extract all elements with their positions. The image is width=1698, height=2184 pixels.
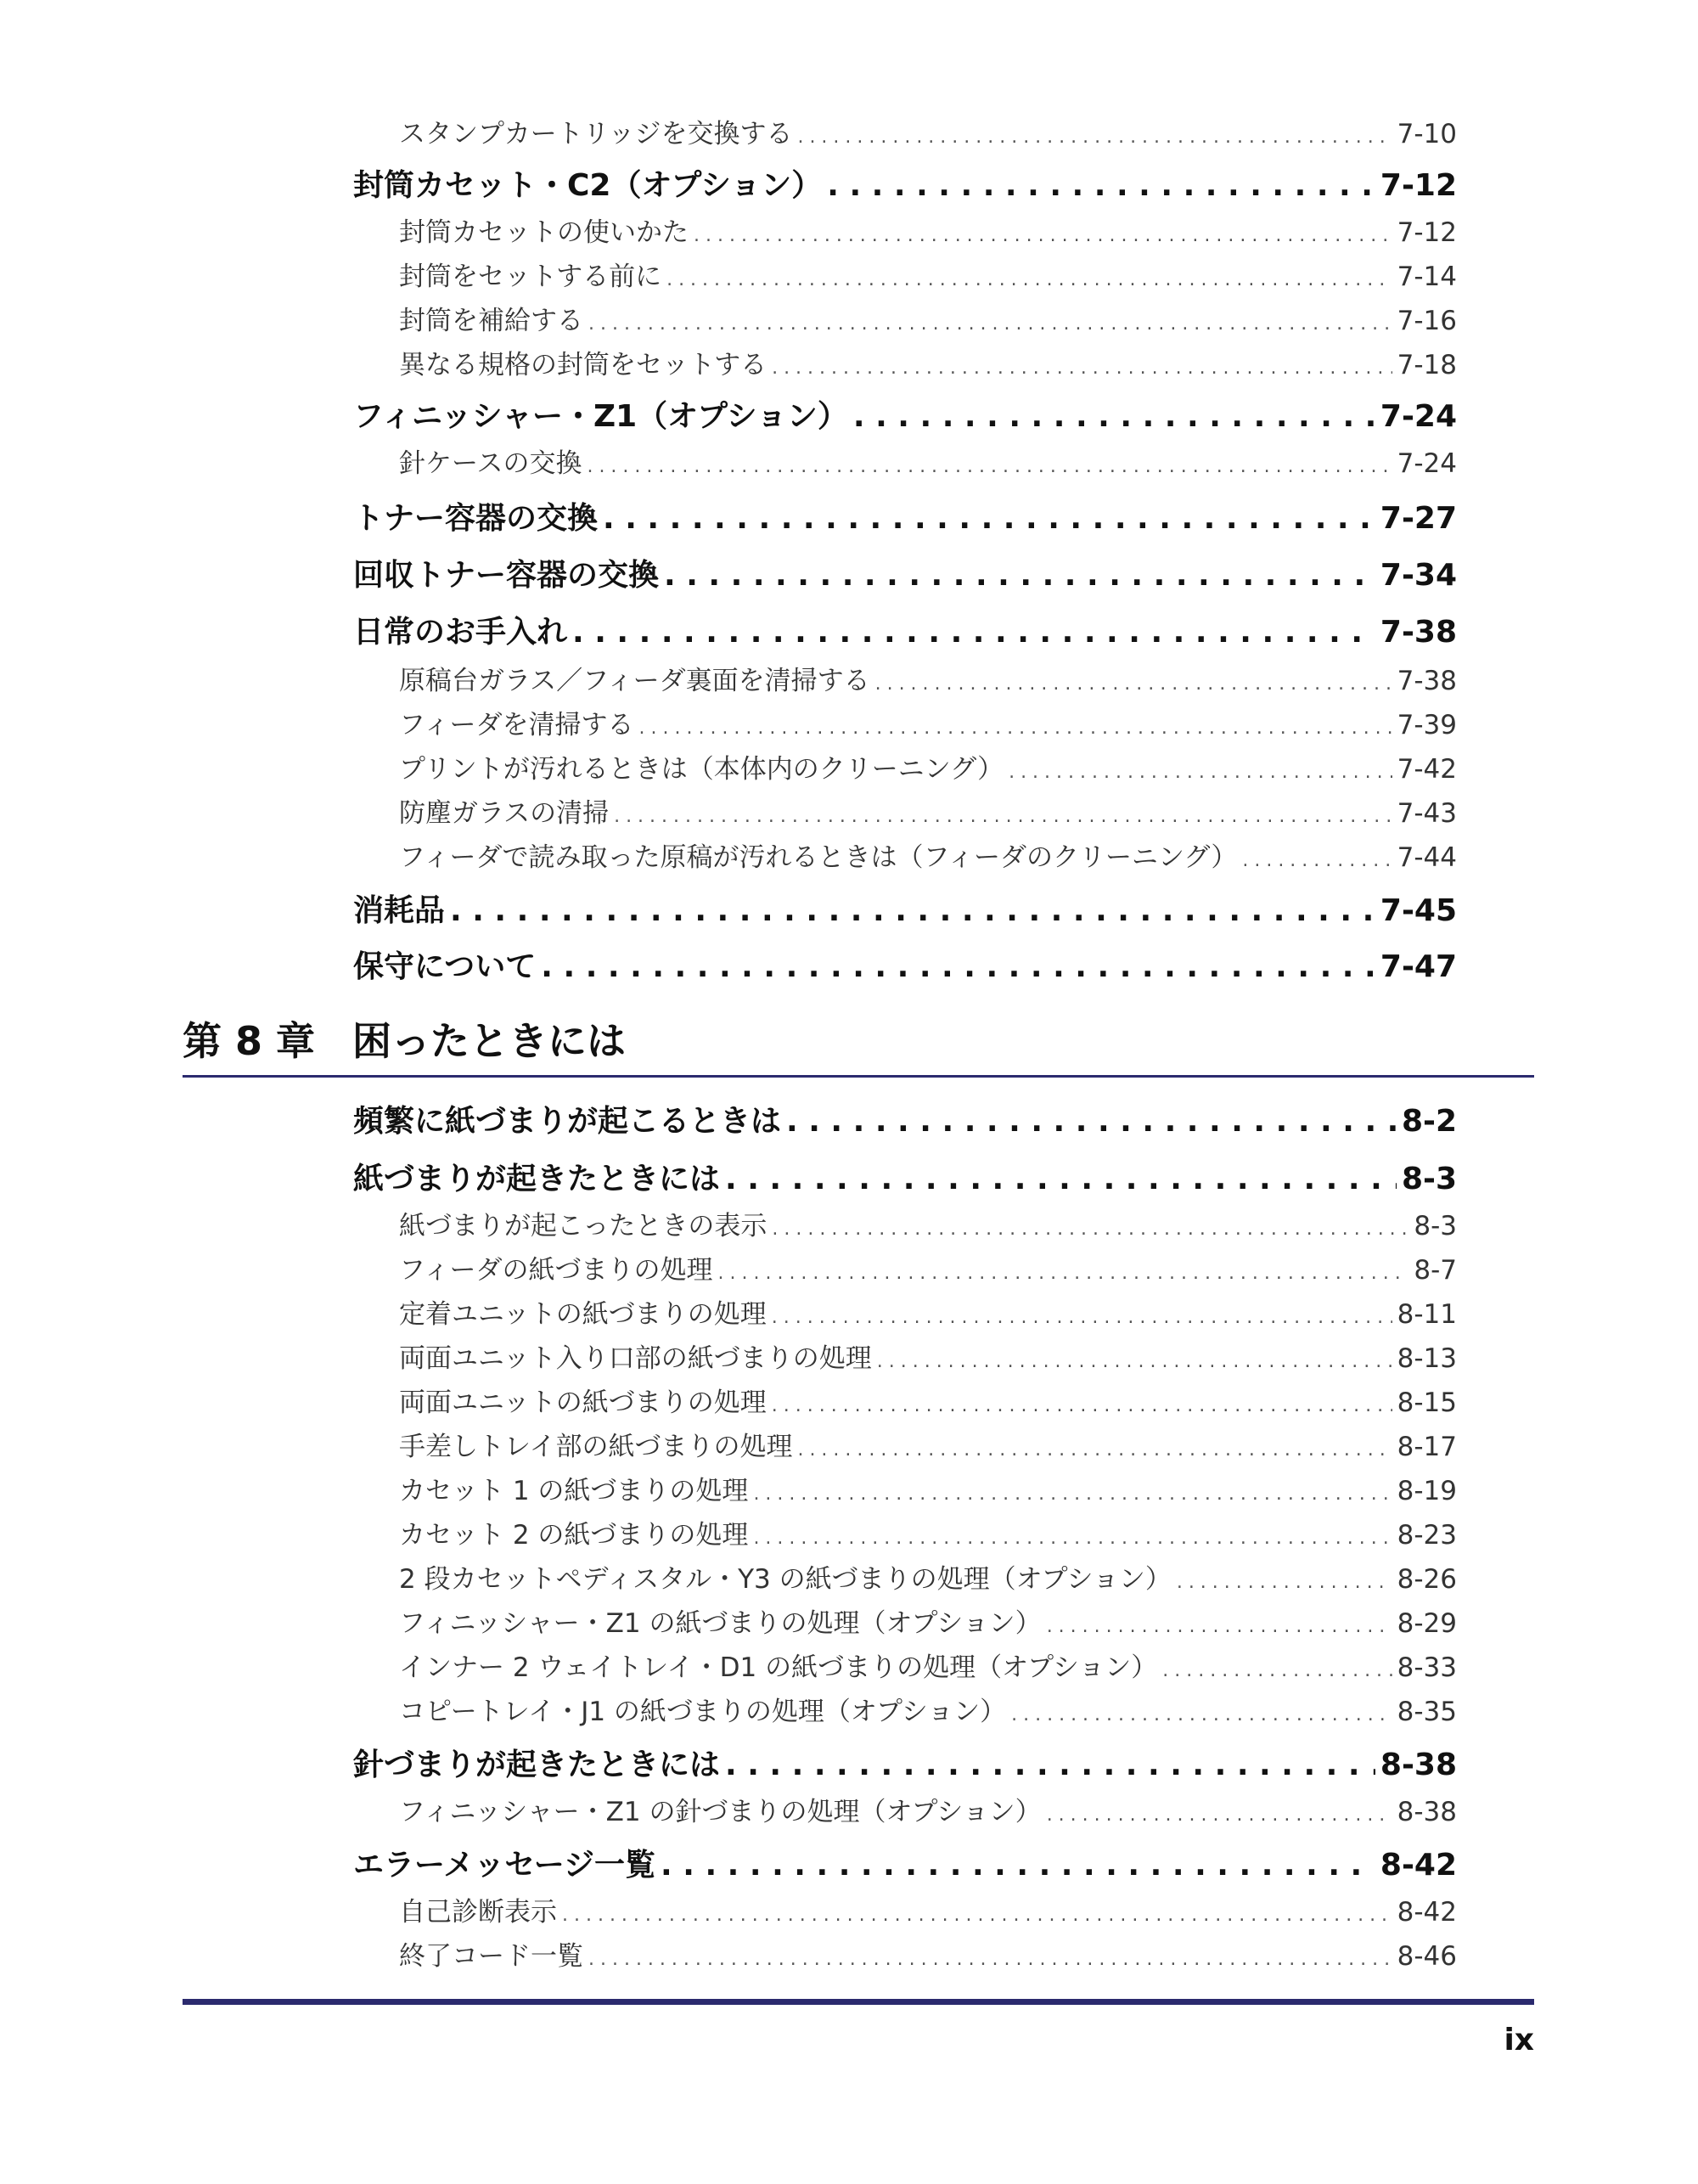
- toc-entry[interactable]: [399, 1690, 1457, 1729]
- toc-entry[interactable]: [399, 1248, 1457, 1287]
- toc-entry-title: 両面ユニットの紙づまりの処理: [399, 1388, 767, 1418]
- toc-entry-page: 7-42: [1397, 754, 1457, 785]
- toc-entry[interactable]: [353, 392, 1457, 438]
- leader-dots: [772, 1395, 1392, 1416]
- leader-dots: [450, 893, 1375, 928]
- toc-entry[interactable]: [399, 1646, 1457, 1685]
- toc-entry[interactable]: [353, 494, 1457, 540]
- leader-dots: [588, 313, 1392, 335]
- toc-entry[interactable]: [399, 1337, 1457, 1376]
- toc-entry-title: 日常のお手入れ: [353, 615, 568, 650]
- toc-entry-page: 7-47: [1380, 949, 1457, 984]
- toc-entry-title: フィーダで読み取った原稿が汚れるときは（フィーダのクリーニング）: [399, 842, 1238, 873]
- toc-entry[interactable]: [353, 943, 1457, 988]
- leader-dots: [753, 1483, 1392, 1505]
- toc-entry-page: 8-42: [1380, 1848, 1457, 1883]
- footer-rule: [183, 1999, 1534, 2005]
- toc-entry-page: 8-38: [1397, 1797, 1457, 1827]
- toc-entry-title: 自己診断表示: [399, 1897, 557, 1928]
- leader-dots: [694, 225, 1392, 246]
- leader-dots: [725, 1748, 1375, 1782]
- leader-dots: [661, 1848, 1375, 1883]
- toc-entry[interactable]: [399, 1381, 1457, 1420]
- leader-dots: [827, 168, 1375, 203]
- toc-entry-title: 針ケースの交換: [399, 448, 582, 479]
- toc-entry-page: 8-11: [1397, 1299, 1457, 1330]
- toc-entry-page: 7-44: [1397, 842, 1457, 873]
- toc-entry-page: 7-12: [1380, 168, 1457, 203]
- leader-dots: [664, 558, 1375, 593]
- toc-entry-page: 8-35: [1397, 1697, 1457, 1727]
- leader-dots: [1047, 1616, 1392, 1637]
- toc-entry-page: 8-3: [1401, 1162, 1457, 1196]
- toc-entry-title: カセット 1 の紙づまりの処理: [399, 1476, 749, 1506]
- toc-entry-title: コピートレイ・J1 の紙づまりの処理（オプション）: [399, 1697, 1007, 1727]
- toc-entry-title: 異なる規格の封筒をセットする: [399, 350, 767, 380]
- toc-entry-title: 針づまりが起きたときには: [353, 1748, 721, 1782]
- toc-entry-page: 7-14: [1397, 262, 1457, 292]
- toc-entry[interactable]: [399, 1513, 1457, 1552]
- toc-entry-title: 封筒をセットする前に: [399, 262, 662, 292]
- toc-entry-page: 7-38: [1380, 615, 1457, 650]
- leader-dots: [725, 1162, 1397, 1196]
- toc-entry[interactable]: [399, 703, 1457, 742]
- toc-entry[interactable]: [399, 791, 1457, 830]
- toc-entry[interactable]: [399, 299, 1457, 338]
- toc-entry-title: プリントが汚れるときは（本体内のクリーニング）: [399, 754, 1004, 785]
- toc-entry-title: 封筒カセットの使いかた: [399, 217, 689, 248]
- toc-entry-title: 封筒カセット・C2（オプション）: [353, 168, 823, 203]
- leader-dots: [1162, 1660, 1392, 1681]
- toc-entry[interactable]: [399, 747, 1457, 786]
- toc-entry-title: フィニッシャー・Z1 の紙づまりの処理（オプション）: [399, 1608, 1042, 1639]
- toc-entry[interactable]: [399, 1934, 1457, 1973]
- leader-dots: [614, 806, 1392, 827]
- toc-entry[interactable]: [399, 659, 1457, 698]
- toc-entry-title: 両面ユニット入り口部の紙づまりの処理: [399, 1343, 872, 1374]
- leader-dots: [603, 501, 1375, 536]
- leader-dots: [1047, 1804, 1392, 1826]
- toc-entry-page: 8-3: [1414, 1211, 1457, 1241]
- toc-entry-title: 頻繁に紙づまりが起こるときは: [353, 1104, 782, 1139]
- toc-entry[interactable]: [399, 1469, 1457, 1508]
- page-number: ix: [1504, 2023, 1534, 2057]
- toc-entry-title: 手差しトレイ部の紙づまりの処理: [399, 1432, 793, 1462]
- leader-dots: [797, 1439, 1392, 1461]
- toc-entry[interactable]: [353, 887, 1457, 932]
- toc-entry[interactable]: [353, 161, 1457, 207]
- toc-entry[interactable]: [353, 608, 1457, 654]
- toc-entry-title: フィニッシャー・Z1 の針づまりの処理（オプション）: [399, 1797, 1042, 1827]
- toc-entry[interactable]: [399, 442, 1457, 481]
- chapter-number: 第 8 章: [183, 1018, 316, 1064]
- toc-entry-title: 定着ユニットの紙づまりの処理: [399, 1299, 767, 1330]
- leader-dots: [588, 1949, 1392, 1970]
- toc-entry-page: 7-43: [1397, 798, 1457, 829]
- toc-entry[interactable]: [353, 1841, 1457, 1887]
- toc-entry-page: 8-2: [1401, 1104, 1457, 1139]
- toc-entry-title: トナー容器の交換: [353, 501, 599, 536]
- toc-entry-page: 8-26: [1397, 1564, 1457, 1595]
- leader-dots: [772, 357, 1392, 379]
- toc-entry-title: 封筒を補給する: [399, 306, 583, 336]
- toc-entry-title: インナー 2 ウェイトレイ・D1 の紙づまりの処理（オプション）: [399, 1652, 1158, 1683]
- toc-entry-page: 7-16: [1397, 306, 1457, 336]
- toc-entry-page: 7-27: [1380, 501, 1457, 536]
- leader-dots: [753, 1528, 1392, 1549]
- toc-entry[interactable]: [399, 1790, 1457, 1829]
- toc-entry-page: 7-45: [1380, 893, 1457, 928]
- toc-entry-page: 8-15: [1397, 1388, 1457, 1418]
- leader-dots: [1242, 850, 1392, 871]
- toc-entry[interactable]: [399, 1890, 1457, 1929]
- toc-entry-page: 7-18: [1397, 350, 1457, 380]
- leader-dots: [587, 456, 1392, 477]
- toc-entry-page: 8-46: [1397, 1941, 1457, 1972]
- toc-entry[interactable]: [399, 1204, 1457, 1243]
- toc-entry-title: 紙づまりが起こったときの表示: [399, 1211, 767, 1241]
- toc-entry[interactable]: [399, 1601, 1457, 1641]
- chapter-title: 困ったときには: [352, 1018, 626, 1064]
- toc-entry[interactable]: [353, 1155, 1457, 1201]
- leader-dots: [877, 1351, 1392, 1372]
- leader-dots: [1177, 1572, 1392, 1593]
- toc-entry-page: 8-17: [1397, 1432, 1457, 1462]
- toc-entry-page: 8-23: [1397, 1520, 1457, 1551]
- toc-entry-page: 7-39: [1397, 710, 1457, 740]
- toc-entry-title: 終了コード一覧: [399, 1941, 583, 1972]
- toc-entry[interactable]: [353, 1741, 1457, 1787]
- toc-entry[interactable]: [353, 1097, 1457, 1143]
- leader-dots: [572, 615, 1375, 650]
- leader-dots: [666, 269, 1392, 290]
- leader-dots: [562, 1905, 1392, 1926]
- leader-dots: [786, 1104, 1397, 1139]
- toc-entry-title: フィニッシャー・Z1（オプション）: [353, 399, 848, 434]
- toc-entry-page: 8-38: [1380, 1748, 1457, 1782]
- toc-entry-page: 8-7: [1414, 1255, 1457, 1286]
- leader-dots: [718, 1263, 1409, 1284]
- toc-entry-title: 回収トナー容器の交換: [353, 558, 660, 593]
- toc-entry-title: フィーダの紙づまりの処理: [399, 1255, 713, 1286]
- toc-entry-title: 消耗品: [353, 893, 446, 928]
- toc-entry-title: フィーダを清掃する: [399, 710, 634, 740]
- toc-entry-page: 8-29: [1397, 1608, 1457, 1639]
- toc-entry-title: 防塵ガラスの清掃: [399, 798, 610, 829]
- leader-dots: [772, 1219, 1408, 1240]
- toc-entry[interactable]: [399, 255, 1457, 294]
- toc-entry-page: 7-38: [1397, 666, 1457, 696]
- toc-entry[interactable]: [399, 211, 1457, 250]
- toc-entry-page: 8-19: [1397, 1476, 1457, 1506]
- toc-entry-title: 紙づまりが起きたときには: [353, 1162, 721, 1196]
- toc-entry-title: 原稿台ガラス／フィーダ裏面を清掃する: [399, 666, 870, 696]
- leader-dots: [797, 127, 1392, 148]
- toc-entry-page: 8-42: [1397, 1897, 1457, 1928]
- leader-dots: [772, 1307, 1392, 1328]
- toc-entry-page: 7-12: [1397, 217, 1457, 248]
- toc-entry-title: スタンプカートリッジを交換する: [399, 119, 793, 149]
- leader-dots: [639, 718, 1392, 739]
- toc-entry[interactable]: [399, 343, 1457, 382]
- toc-entry[interactable]: [353, 551, 1457, 597]
- toc-entry[interactable]: [399, 1557, 1457, 1596]
- leader-dots: [1011, 1704, 1392, 1725]
- toc-entry-page: 7-24: [1380, 399, 1457, 434]
- toc-entry-page: 8-13: [1397, 1343, 1457, 1374]
- leader-dots: [875, 673, 1392, 695]
- chapter-divider: [183, 1075, 1534, 1078]
- toc-entry-page: 7-24: [1397, 448, 1457, 479]
- toc-entry[interactable]: [399, 1425, 1457, 1464]
- leader-dots: [853, 399, 1375, 434]
- toc-entry-page: 7-10: [1397, 119, 1457, 149]
- toc-entry-page: 8-33: [1397, 1652, 1457, 1683]
- toc-entry-title: エラーメッセージ一覧: [353, 1848, 656, 1883]
- toc-entry-page: 7-34: [1380, 558, 1457, 593]
- chapter-heading: [183, 1010, 1541, 1070]
- leader-dots: [541, 949, 1375, 984]
- toc-entry-title: 保守について: [353, 949, 537, 984]
- toc-entry-title: 2 段カセットペディスタル・Y3 の紙づまりの処理（オプション）: [399, 1564, 1172, 1595]
- toc-entry[interactable]: [399, 1292, 1457, 1331]
- leader-dots: [1009, 762, 1392, 783]
- toc-entry-title: カセット 2 の紙づまりの処理: [399, 1520, 749, 1551]
- toc-entry[interactable]: [399, 112, 1457, 151]
- toc-entry[interactable]: [399, 836, 1457, 875]
